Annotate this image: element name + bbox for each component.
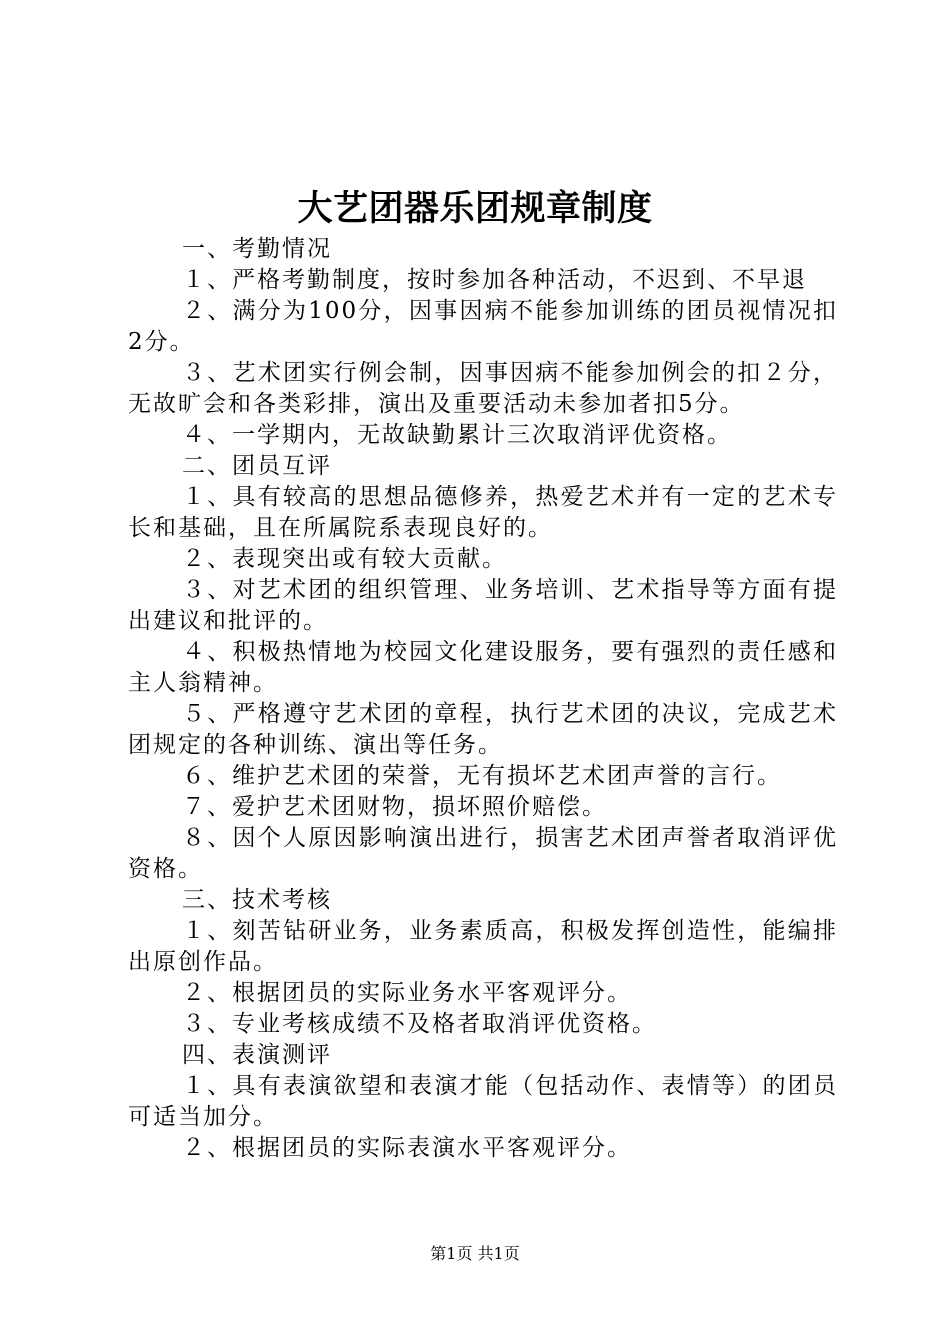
paragraph: １、严格考勤制度，按时参加各种活动，不迟到、不早退 (182, 267, 807, 293)
paragraph: ２、根据团员的实际业务水平客观评分。 (182, 980, 632, 1006)
document-body (128, 234, 838, 1164)
document-title: 大艺团器乐团规章制度 (297, 188, 653, 229)
paragraph: ３、艺术团实行例会制，因事因病不能参加例会的扣２分，无故旷会和各类彩排，演出及重要活动未参加者扣5分。 (128, 360, 838, 417)
section-heading: 一、考勤情况 (182, 236, 332, 262)
paragraph: １、具有较高的思想品德修养，热爱艺术并有一定的艺术专长和基础，且在所属院系表现良好的。 (128, 484, 838, 541)
paragraph: ２、满分为100分，因事因病不能参加训练的团员视情况扣2分。 (128, 298, 838, 355)
paragraph: １、具有表演欲望和表演才能（包括动作、表情等）的团员可适当加分。 (128, 1073, 838, 1130)
paragraph: ４、一学期内，无故缺勤累计三次取消评优资格。 (182, 422, 732, 448)
paragraph: ４、积极热情地为校园文化建设服务，要有强烈的责任感和主人翁精神。 (128, 639, 838, 696)
paragraph: １、刻苦钻研业务，业务素质高，积极发挥创造性，能编排出原创作品。 (128, 918, 838, 975)
paragraph: ３、对艺术团的组织管理、业务培训、艺术指导等方面有提出建议和批评的。 (128, 577, 838, 634)
page-footer: 第1页 共1页 (430, 1244, 520, 1263)
paragraph: ８、因个人原因影响演出进行，损害艺术团声誉者取消评优资格。 (128, 825, 838, 882)
paragraph: ７、爱护艺术团财物，损坏照价赔偿。 (182, 794, 607, 820)
section-heading: 三、技术考核 (182, 887, 332, 913)
paragraph: ２、根据团员的实际表演水平客观评分。 (182, 1135, 632, 1161)
paragraph: ３、专业考核成绩不及格者取消评优资格。 (182, 1011, 657, 1037)
paragraph: ２、表现突出或有较大贡献。 (182, 546, 507, 572)
section-heading: 二、团员互评 (182, 453, 332, 479)
section-heading: 四、表演测评 (182, 1042, 332, 1068)
paragraph: ６、维护艺术团的荣誉，无有损坏艺术团声誉的言行。 (182, 763, 782, 789)
paragraph: ５、严格遵守艺术团的章程，执行艺术团的决议，完成艺术团规定的各种训练、演出等任务。 (128, 701, 838, 758)
